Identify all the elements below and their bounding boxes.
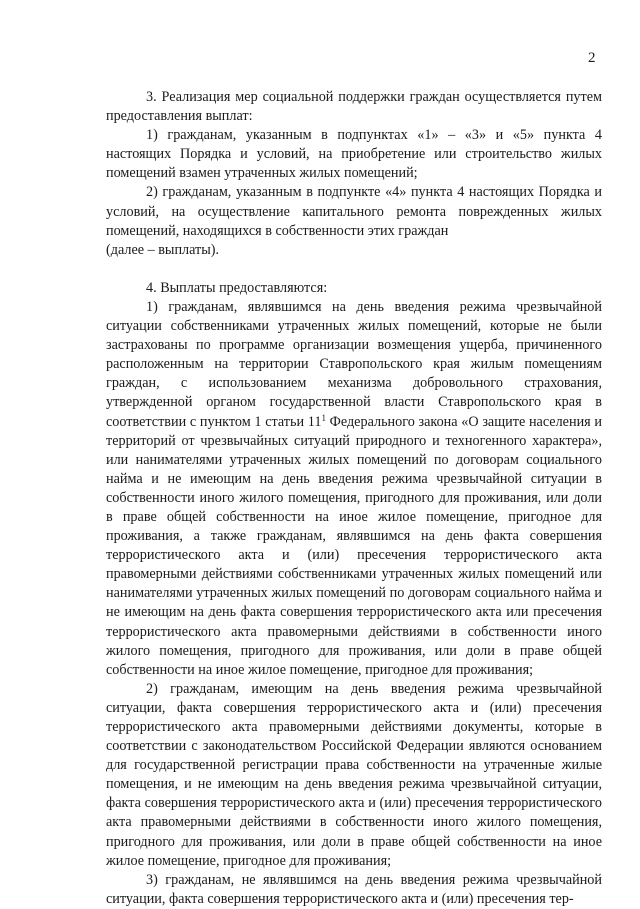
section-4-intro: 4. Выплаты предоставляются: (146, 279, 328, 296)
section-4-item-1-text-b: Федерального закона «О защите населения и территорий от чрезвычайных ситуаций природного и техногенного характера», или нанимателями утраченных жилых помещений по договорам социального найма и не имеющим на день введения режима чрезвычайной ситуации в собственности иного жилого помещения, пригодного для проживания, или доли в праве общей собственности на иное жилое помещение, пригодное для проживания, а также гражданам, являвшимся на день факта совершения террористического акта и (или) пресечения террористического акта правомерными действиями собственниками утраченных жилых помещений или нанимателями утраченных жилых помещений по договорам социального найма и не имеющим на день факта совершения террористического акта или пресечения террористического акта правомерными действиями в собственности иного жилого помещения, пригодного для проживания, или доли в праве общей собственности на иное жилое помещение, пригодное для проживания; (106, 413, 602, 678)
section-4-item-1 (106, 298, 602, 680)
section-4-item-2: 2) гражданам, имеющим на день введения режима чрезвычайной ситуации, факта совершения террористического акта и (или) пресечения террористического акта правомерными действиями документы, которые в соответствии с законодательством Российской Федерации являются основанием для государственной регистрации права собственности на утраченные жилые помещения, и не имеющим на день введения режима чрезвычайной ситуации, факта совершения террористического акта и (или) пресечения террористического акта правомерными действиями в собственности иного жилого помещения, пригодного для проживания, или доли в праве общей собственности на иное жилое помещение, пригодное для проживания; (106, 680, 602, 869)
paragraph-gap (106, 260, 602, 279)
section-3-intro: 3. Реализация мер социальной поддержки граждан осуществляется путем предоставления выплат: (106, 89, 602, 125)
section-4-item-3: 3) гражданам, не являвшимся на день введения режима чрезвычайной ситуации, факта совершения террористического акта и (или) пресечения тер- (106, 871, 602, 907)
section-3-closing: (далее – выплаты). (106, 241, 220, 258)
document-body (106, 88, 602, 909)
section-3-item-1: 1) гражданам, указанным в подпунктах «1» – «3» и «5» пункта 4 настоящих Порядка и условий, на приобретение или строительство жилых помещений взамен утраченных жилых помещений; (106, 127, 602, 182)
section-4-item-1-text-a: 1) гражданам, являвшимся на день введения режима чрезвычайной ситуации собственниками утраченных жилых помещений, которые не были застрахованы по программе организации возмещения ущерба, причиненного расположенным на территории Ставропольского края жилым помещениям граждан, с использованием механизма добровольного страхования, утвержденной органом государственной власти Ставропольского края в соответствии с пунктом 1 статьи 11 (106, 298, 602, 430)
section-3-item-2: 2) гражданам, указанным в подпункте «4» пункта 4 настоящих Порядка и условий, на осуществление капитального ремонта поврежденных жилых помещений, находящихся в собственности этих граждан (106, 184, 602, 239)
page-number: 2 (588, 50, 596, 66)
section-4-item-1-superscript: 1 (321, 412, 326, 423)
